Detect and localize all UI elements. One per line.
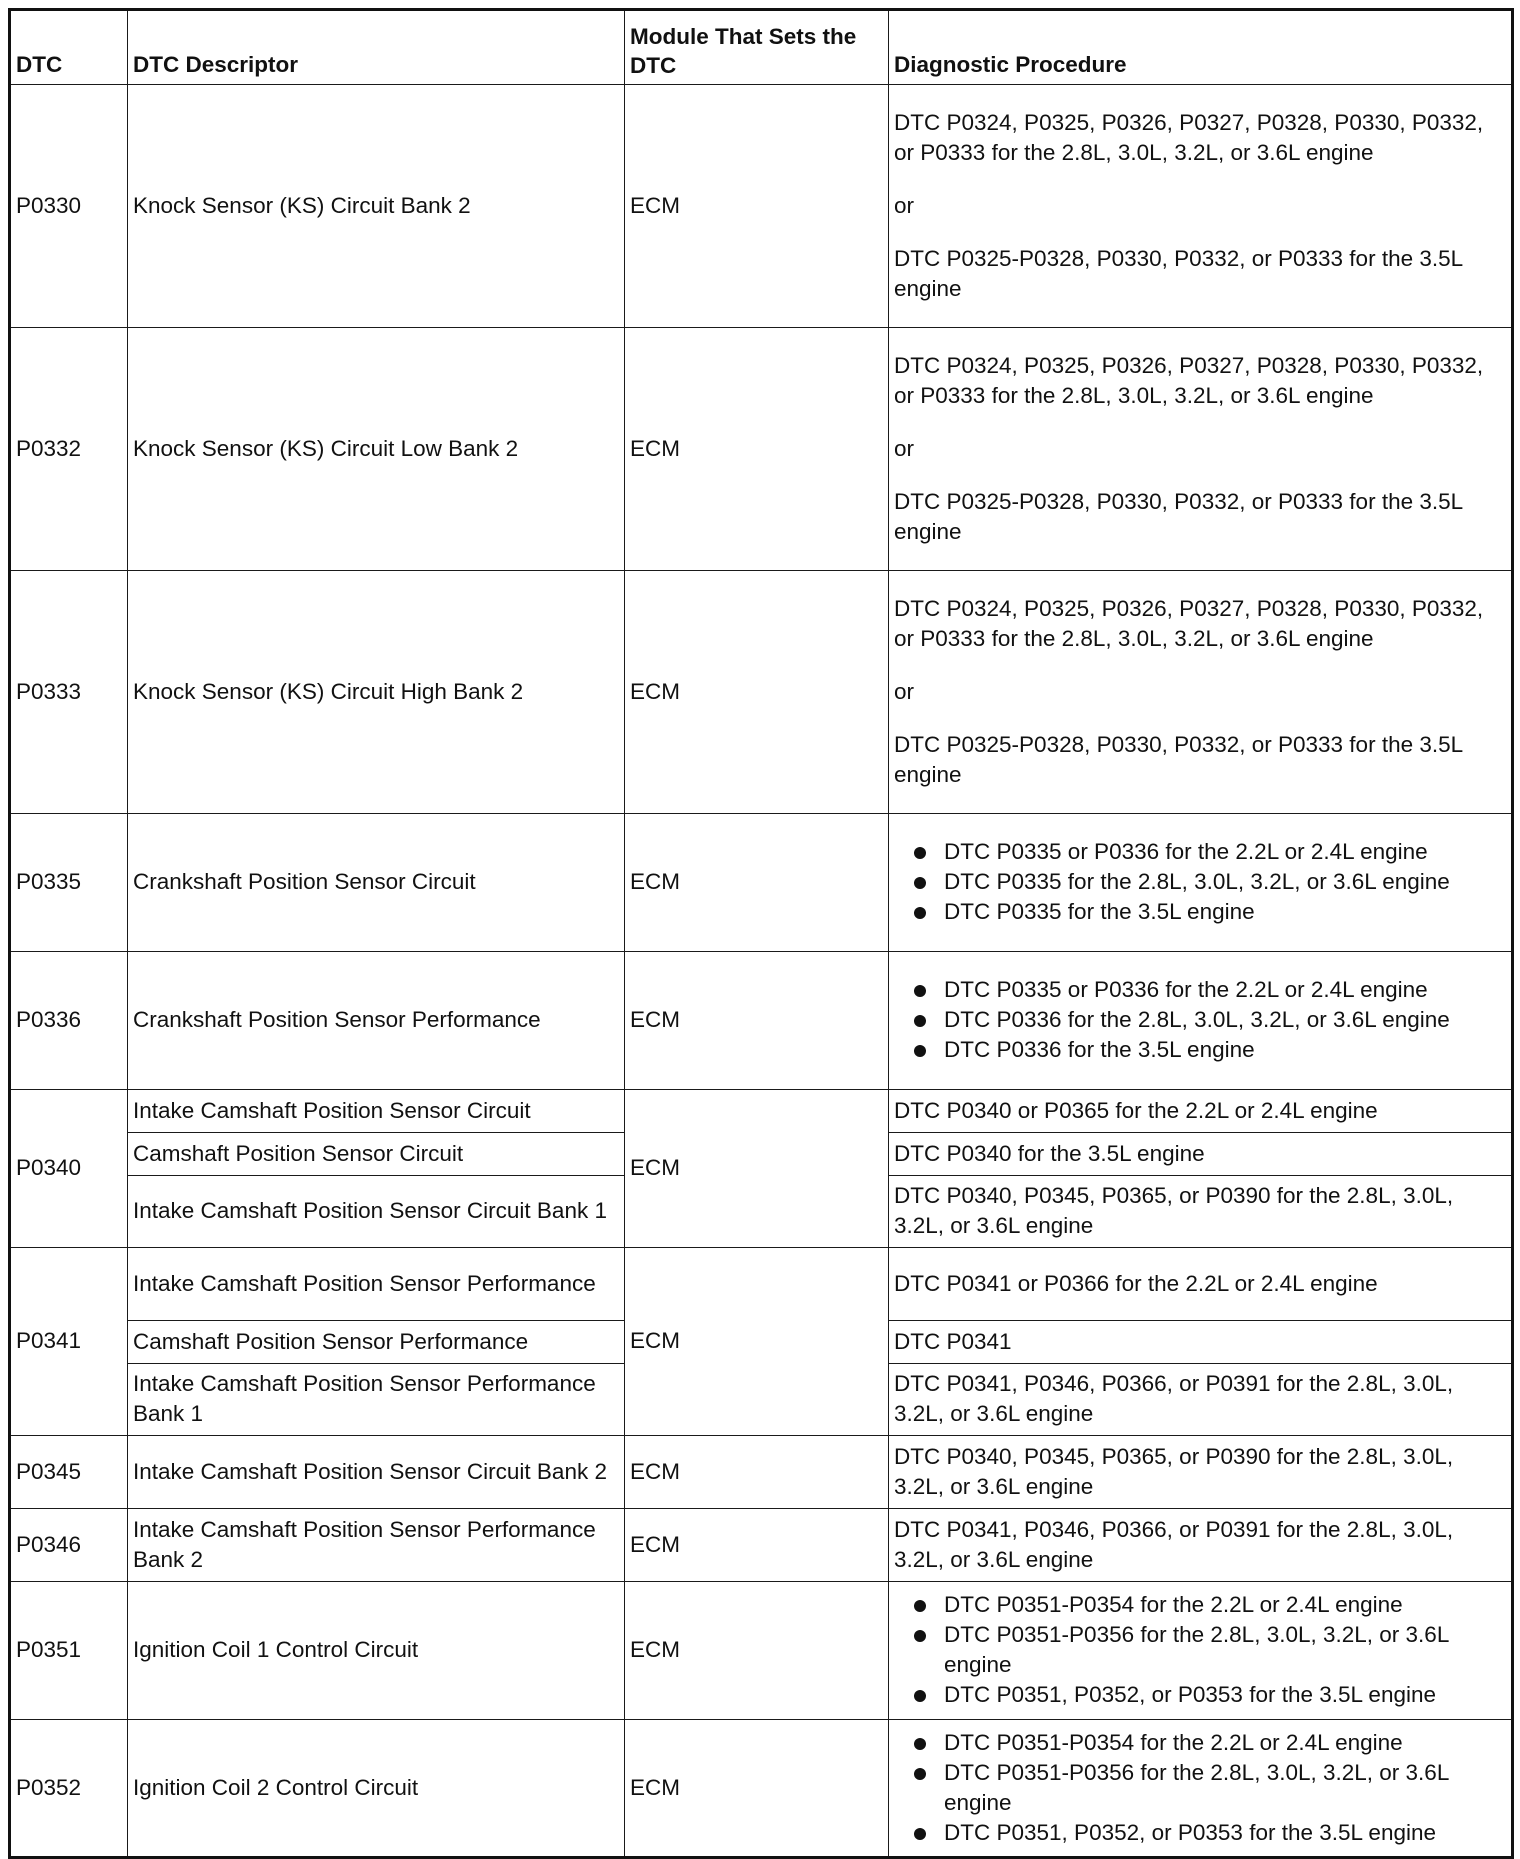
table-row-p0336 xyxy=(10,952,1513,1090)
list-item[interactable]: DTC P0351-P0356 for the 2.8L, 3.0L, 3.2L, or 3.6L engine xyxy=(894,1620,1506,1680)
module: ECM xyxy=(625,952,889,1090)
diagnostic-procedure[interactable]: DTC P0341, P0346, P0366, or P0391 for the 2.8L, 3.0L, 3.2L, or 3.6L engine xyxy=(889,1364,1513,1436)
procedure-link[interactable]: DTC P0325-P0328, P0330, P0332, or P0333 for the 3.5L engine xyxy=(894,245,1463,301)
list-item[interactable]: DTC P0336 for the 3.5L engine xyxy=(894,1035,1506,1065)
dtc-descriptor: Camshaft Position Sensor Circuit xyxy=(128,1133,625,1176)
list-item[interactable]: DTC P0351-P0354 for the 2.2L or 2.4L engine xyxy=(894,1728,1506,1758)
header-row xyxy=(10,10,1513,85)
table-row-p0345 xyxy=(10,1436,1513,1509)
procedure-link[interactable]: DTC P0324, P0325, P0326, P0327, P0328, P0330, P0332, or P0333 for the 2.8L, 3.0L, 3.2L, or 3.6L engine xyxy=(894,595,1484,651)
diagnostic-procedure[interactable]: DTC P0340 or P0365 for the 2.2L or 2.4L engine xyxy=(889,1090,1513,1133)
diagnostic-procedure xyxy=(889,1582,1513,1720)
diagnostic-procedure xyxy=(889,1720,1513,1858)
dtc-descriptor: Knock Sensor (KS) Circuit High Bank 2 xyxy=(128,571,625,814)
dtc-descriptor: Knock Sensor (KS) Circuit Low Bank 2 xyxy=(128,328,625,571)
procedure-link[interactable]: DTC P0324, P0325, P0326, P0327, P0328, P0330, P0332, or P0333 for the 2.8L, 3.0L, 3.2L, or 3.6L engine xyxy=(894,352,1484,408)
dtc-descriptor: Ignition Coil 1 Control Circuit xyxy=(128,1582,625,1720)
diagnostic-procedure xyxy=(889,85,1513,328)
table-row-p0352 xyxy=(10,1720,1513,1858)
dtc-code: P0330 xyxy=(10,85,128,328)
procedure-link[interactable]: DTC P0325-P0328, P0330, P0332, or P0333 for the 3.5L engine xyxy=(894,488,1463,544)
bullet-icon xyxy=(914,1630,926,1642)
bullet-icon xyxy=(914,1768,926,1780)
procedure-or: or xyxy=(894,435,915,461)
module: ECM xyxy=(625,1090,889,1248)
procedure-or: or xyxy=(894,678,915,704)
dtc-descriptor: Intake Camshaft Position Sensor Circuit xyxy=(128,1090,625,1133)
diagnostic-procedure xyxy=(889,571,1513,814)
dtc-code: P0346 xyxy=(10,1509,128,1582)
module: ECM xyxy=(625,1582,889,1720)
procedure-list xyxy=(894,1728,1506,1848)
dtc-code: P0335 xyxy=(10,814,128,952)
dtc-code: P0345 xyxy=(10,1436,128,1509)
diagnostic-procedure[interactable]: DTC P0340, P0345, P0365, or P0390 for the 2.8L, 3.0L, 3.2L, or 3.6L engine xyxy=(889,1176,1513,1248)
diagnostic-procedure[interactable]: DTC P0341 xyxy=(889,1321,1513,1364)
list-item[interactable]: DTC P0335 for the 2.8L, 3.0L, 3.2L, or 3.6L engine xyxy=(894,867,1506,897)
diagnostic-procedure xyxy=(889,328,1513,571)
bullet-icon xyxy=(914,1690,926,1702)
dtc-table xyxy=(8,8,1514,1859)
dtc-descriptor: Crankshaft Position Sensor Circuit xyxy=(128,814,625,952)
table-row-p0335 xyxy=(10,814,1513,952)
dtc-code: P0336 xyxy=(10,952,128,1090)
dtc-descriptor: Intake Camshaft Position Sensor Circuit Bank 2 xyxy=(128,1436,625,1509)
module: ECM xyxy=(625,328,889,571)
list-item[interactable]: DTC P0335 for the 3.5L engine xyxy=(894,897,1506,927)
bullet-icon xyxy=(914,1045,926,1057)
dtc-code: P0352 xyxy=(10,1720,128,1858)
dtc-descriptor: Crankshaft Position Sensor Performance xyxy=(128,952,625,1090)
dtc-descriptor: Intake Camshaft Position Sensor Performance Bank 1 xyxy=(128,1364,625,1436)
diagnostic-procedure[interactable]: DTC P0340, P0345, P0365, or P0390 for the 2.8L, 3.0L, 3.2L, or 3.6L engine xyxy=(889,1436,1513,1509)
dtc-code: P0332 xyxy=(10,328,128,571)
bullet-icon xyxy=(914,985,926,997)
bullet-icon xyxy=(914,907,926,919)
table-row-p0330 xyxy=(10,85,1513,328)
dtc-descriptor: Intake Camshaft Position Sensor Circuit Bank 1 xyxy=(128,1176,625,1248)
table-row-p0346 xyxy=(10,1509,1513,1582)
procedure-list xyxy=(894,1590,1506,1710)
dtc-code: P0341 xyxy=(10,1248,128,1436)
dtc-descriptor: Camshaft Position Sensor Performance xyxy=(128,1321,625,1364)
list-item[interactable]: DTC P0351-P0356 for the 2.8L, 3.0L, 3.2L, or 3.6L engine xyxy=(894,1758,1506,1818)
module: ECM xyxy=(625,571,889,814)
table-row-p0340 xyxy=(10,1090,1513,1133)
list-item[interactable]: DTC P0351, P0352, or P0353 for the 3.5L engine xyxy=(894,1680,1506,1710)
module: ECM xyxy=(625,814,889,952)
dtc-descriptor: Knock Sensor (KS) Circuit Bank 2 xyxy=(128,85,625,328)
header-dtc-descriptor: DTC Descriptor xyxy=(128,10,625,85)
bullet-icon xyxy=(914,1738,926,1750)
dtc-descriptor: Intake Camshaft Position Sensor Performance xyxy=(128,1248,625,1321)
module: ECM xyxy=(625,1720,889,1858)
table-row-p0351 xyxy=(10,1582,1513,1720)
list-item[interactable]: DTC P0351-P0354 for the 2.2L or 2.4L engine xyxy=(894,1590,1506,1620)
bullet-icon xyxy=(914,877,926,889)
module: ECM xyxy=(625,1248,889,1436)
module: ECM xyxy=(625,85,889,328)
header-dtc: DTC xyxy=(10,10,128,85)
procedure-link[interactable]: DTC P0325-P0328, P0330, P0332, or P0333 for the 3.5L engine xyxy=(894,731,1463,787)
dtc-code: P0333 xyxy=(10,571,128,814)
diagnostic-procedure[interactable]: DTC P0341 or P0366 for the 2.2L or 2.4L engine xyxy=(889,1248,1513,1321)
procedure-list xyxy=(894,975,1506,1065)
module: ECM xyxy=(625,1509,889,1582)
list-item[interactable]: DTC P0351, P0352, or P0353 for the 3.5L engine xyxy=(894,1818,1506,1848)
procedure-list xyxy=(894,837,1506,927)
table-row-p0332 xyxy=(10,328,1513,571)
dtc-code: P0351 xyxy=(10,1582,128,1720)
list-item[interactable]: DTC P0335 or P0336 for the 2.2L or 2.4L engine xyxy=(894,975,1506,1005)
procedure-link[interactable]: DTC P0324, P0325, P0326, P0327, P0328, P0330, P0332, or P0333 for the 2.8L, 3.0L, 3.2L, or 3.6L engine xyxy=(894,109,1484,165)
list-item[interactable]: DTC P0336 for the 2.8L, 3.0L, 3.2L, or 3.6L engine xyxy=(894,1005,1506,1035)
bullet-icon xyxy=(914,1828,926,1840)
bullet-icon xyxy=(914,847,926,859)
table-row-p0341 xyxy=(10,1248,1513,1321)
diagnostic-procedure xyxy=(889,952,1513,1090)
header-module: Module That Sets the DTC xyxy=(625,10,889,85)
table-row-p0333 xyxy=(10,571,1513,814)
procedure-or: or xyxy=(894,192,915,218)
list-item[interactable]: DTC P0335 or P0336 for the 2.2L or 2.4L engine xyxy=(894,837,1506,867)
bullet-icon xyxy=(914,1600,926,1612)
header-diagnostic-procedure: Diagnostic Procedure xyxy=(889,10,1513,85)
module: ECM xyxy=(625,1436,889,1509)
dtc-descriptor: Ignition Coil 2 Control Circuit xyxy=(128,1720,625,1858)
dtc-descriptor: Intake Camshaft Position Sensor Performance Bank 2 xyxy=(128,1509,625,1582)
diagnostic-procedure[interactable]: DTC P0340 for the 3.5L engine xyxy=(889,1133,1513,1176)
diagnostic-procedure xyxy=(889,814,1513,952)
dtc-code: P0340 xyxy=(10,1090,128,1248)
diagnostic-procedure[interactable]: DTC P0341, P0346, P0366, or P0391 for the 2.8L, 3.0L, 3.2L, or 3.6L engine xyxy=(889,1509,1513,1582)
bullet-icon xyxy=(914,1015,926,1027)
